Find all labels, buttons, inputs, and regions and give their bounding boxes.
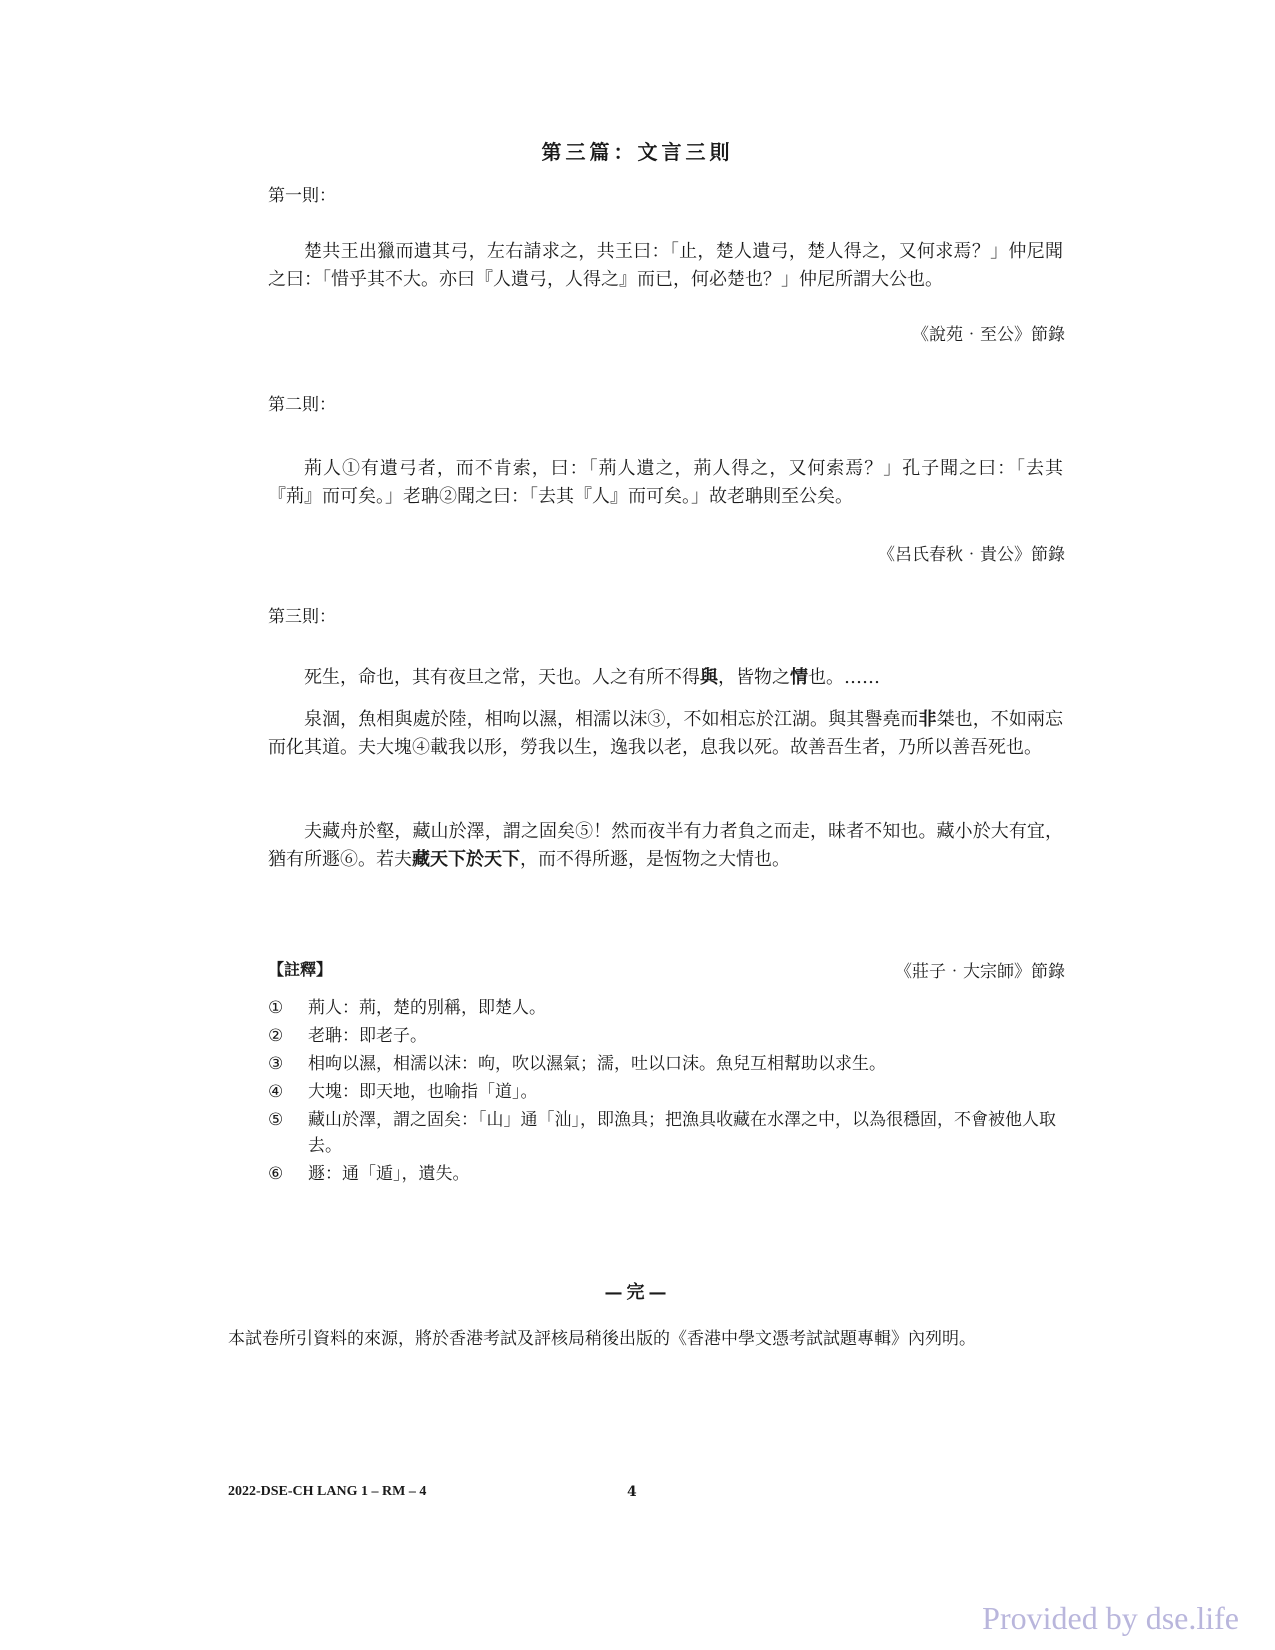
note-number: ③	[268, 1054, 284, 1074]
passage3-label: 第三則：	[268, 607, 336, 627]
note-item	[268, 995, 1068, 1021]
note-item	[268, 1161, 1068, 1187]
section-title: 第三篇：文言三則	[541, 140, 734, 164]
passage2-text: 荊人①有遺弓者，而不肯索，曰：「荊人遺之，荊人得之，又何索焉？」孔子聞之曰：「去其『荊』而可矣。」老聃②聞之曰：「去其『人』而可矣。」故老聃則至公矣。	[268, 458, 1063, 507]
p1-bold-yu: 與	[700, 667, 718, 688]
p3-bold-phrase: 藏天下於天下	[412, 849, 520, 870]
passage1-label: 第一則：	[268, 186, 336, 206]
note-text: 遯：通「遁」，遺失。	[308, 1164, 470, 1184]
p2-bold-fei: 非	[918, 709, 937, 730]
end-mark: —完—	[604, 1282, 671, 1303]
p3-text-c: ，而不得所遯，是恆物之大情也。	[520, 849, 790, 870]
p2-text-a: 泉涸，魚相與處於陸，相呴以濕，相濡以沫③，不如相忘於江湖。與其譽堯而	[304, 709, 919, 730]
note-text: 大塊：即天地，也喻指「道」。	[308, 1082, 538, 1102]
passage1-source: 《說苑‧至公》節錄	[912, 325, 1065, 345]
p1-text-a: 死生，命也，其有夜旦之常，天也。人之有所不得	[304, 667, 700, 688]
note-number: ④	[268, 1082, 284, 1102]
p2-text-c: 桀也，不如兩忘而化其道。夫大塊④載我以形，勞我以生，逸我以老，息我以死。故善吾生者，乃所以善吾死也。	[268, 709, 1064, 758]
page-number: 4	[627, 1484, 637, 1500]
passage2-label: 第二則：	[268, 395, 336, 415]
paper-code: 2022-DSE-CH LANG 1 – RM – 4	[228, 1484, 427, 1499]
passage3-paragraph-3	[268, 818, 1063, 874]
p1-text-e: 也。……	[808, 667, 880, 688]
p3-text-a: 夫藏舟於壑，藏山於澤，謂之固矣⑤！然而夜半有力者負之而走，昧者不知也。藏小於大有宜，猶有所遯⑥。若夫	[268, 821, 1063, 870]
note-text: 老聃：即老子。	[308, 1026, 427, 1046]
notes-list	[268, 995, 1068, 1189]
note-item	[268, 1023, 1068, 1049]
passage2-source: 《呂氏春秋‧貴公》節錄	[878, 545, 1065, 565]
note-text: 相呴以濕，相濡以沫：呴，吹以濕氣；濡，吐以口沫。魚兒互相幫助以求生。	[308, 1054, 886, 1074]
note-number: ⑤	[268, 1110, 284, 1130]
note-number: ②	[268, 1026, 284, 1046]
notes-heading: 【註釋】	[268, 960, 333, 979]
note-text: 荊人：荊，楚的別稱，即楚人。	[308, 998, 546, 1018]
p1-bold-qing: 情	[790, 667, 808, 688]
p1-text-c: ，皆物之	[718, 667, 790, 688]
note-item	[268, 1107, 1068, 1159]
passage3-paragraph-2	[268, 706, 1063, 762]
passage3-source: 《莊子‧大宗師》節錄	[895, 962, 1065, 982]
watermark: Provided by dse.life	[982, 1600, 1239, 1636]
source-disclaimer: 本試卷所引資料的來源，將於香港考試及評核局稍後出版的《香港中學文憑考試試題專輯》內列明。	[228, 1329, 976, 1349]
passage3-paragraph-1	[268, 664, 1063, 692]
note-number: ①	[268, 998, 284, 1018]
note-number: ⑥	[268, 1164, 284, 1184]
passage1-text: 楚共王出獵而遺其弓，左右請求之，共王曰：「止，楚人遺弓，楚人得之，又何求焉？」仲尼聞之曰：「惜乎其不大。亦曰『人遺弓，人得之』而已，何必楚也？」仲尼所謂大公也。	[268, 241, 1063, 290]
note-item	[268, 1051, 1068, 1077]
note-item	[268, 1079, 1068, 1105]
note-text: 藏山於澤，謂之固矣：「山」通「汕」，即漁具；把漁具收藏在水澤之中，以為很穩固，不會被他人取去。	[308, 1110, 1056, 1156]
